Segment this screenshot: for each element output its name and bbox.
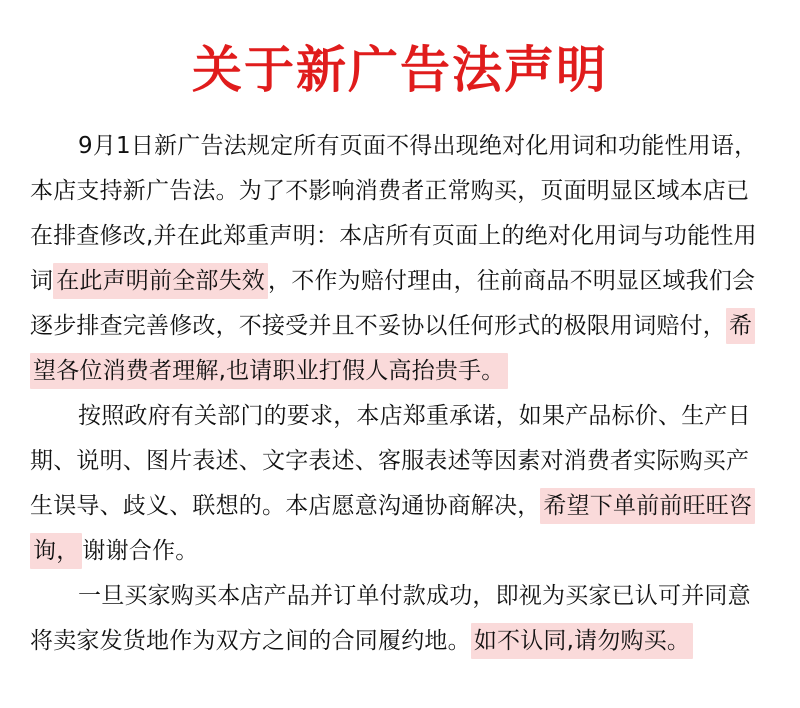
paragraph-2	[30, 394, 760, 574]
highlight-do-not-buy: 如不认同,请勿购买。	[471, 623, 693, 659]
highlight-invalid-before-statement: 在此声明前全部失效	[53, 263, 268, 299]
highlight-consult-before-order: 希望下单前前旺旺咨询，	[30, 488, 755, 569]
paragraph-3-text: 一旦买家购买本店产品并订单付款成功，即视为买家已认可并同意将卖家发货地作为双方之间的合同履约地。	[30, 583, 751, 654]
highlight-consumer-understanding: 希望各位消费者理解,也请职业打假人高抬贵手。	[30, 308, 755, 389]
page-title: 关于新广告法声明	[192, 41, 608, 99]
paragraph-2-text: 按照政府有关部门的要求，本店郑重承诺，如果产品标价、生产日期、说明、图片表述、文字表述、客服表述等因素对消费者实际购买产生误导、歧义、联想的。本店愿意沟通协商解决，	[30, 403, 751, 519]
paragraph-1	[30, 124, 760, 394]
paragraph-1-text: 9月1日新广告法规定所有页面不得出现绝对化用词和功能性用语，本店支持新广告法。为了不影响消费者正常购买，页面明显区域本店已在排查修改,并在此郑重声明：本店所有页面上的绝对化用词与功能性用词	[30, 133, 758, 294]
statement-body	[30, 124, 760, 664]
paragraph-2-text-end: 谢谢合作。	[82, 538, 199, 564]
paragraph-3	[30, 574, 760, 664]
paragraph-1-text-middle: ，不作为赔付理由，往前商品不明显区域我们会逐步排查完善修改，不接受并且不妥协以任何形式的极限用词赔付，	[30, 268, 756, 339]
